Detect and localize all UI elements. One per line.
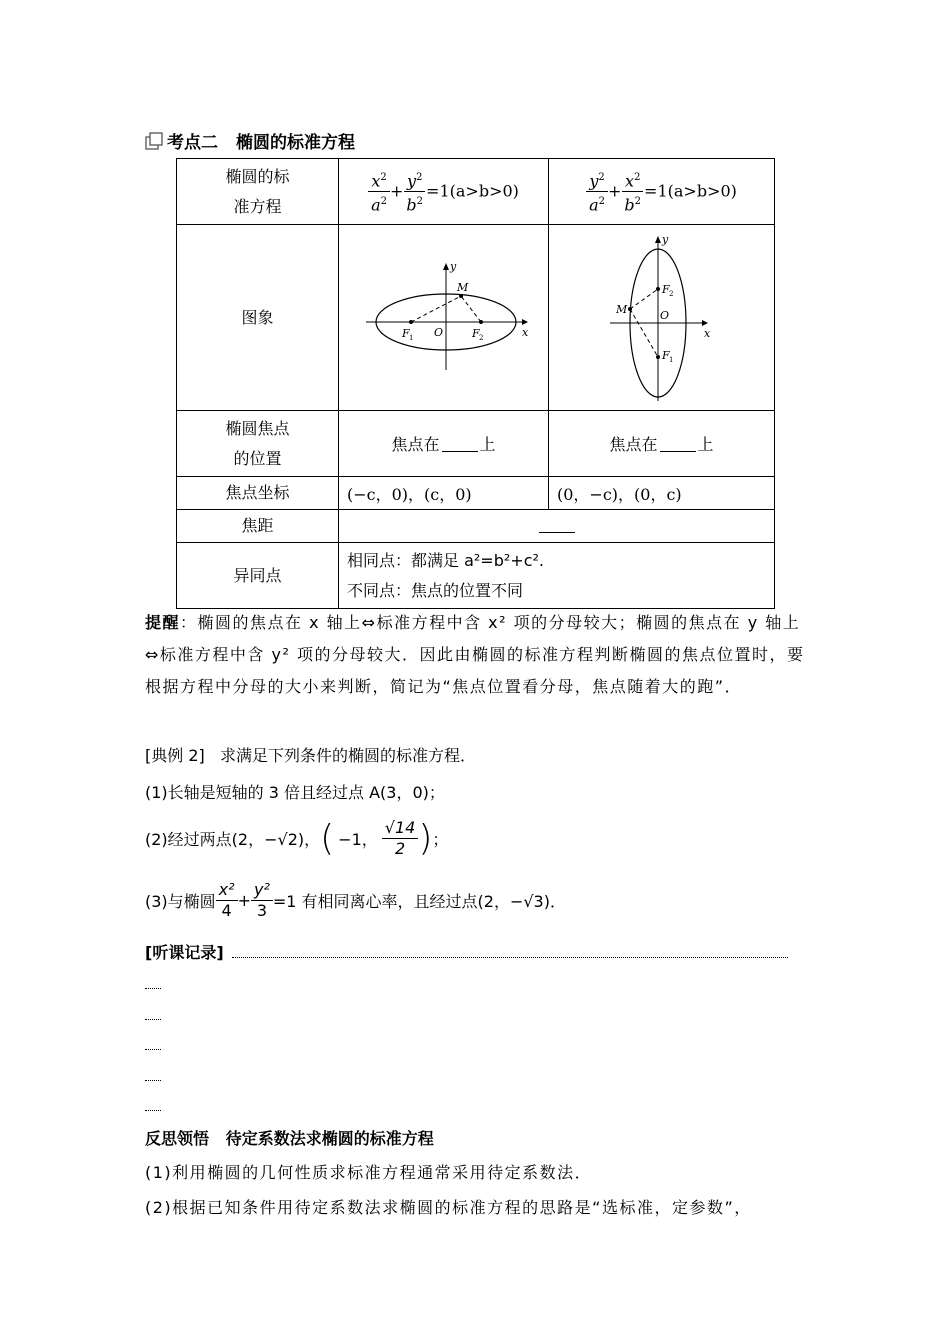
label-x: x xyxy=(703,326,710,340)
focus-position-y: 焦点在 上 xyxy=(549,411,775,477)
example-heading xyxy=(145,743,476,766)
focal-distance-blank xyxy=(339,510,775,543)
section-name: 椭圆的标准方程 xyxy=(236,133,355,153)
row-label-graph: 图象 xyxy=(177,225,339,411)
fraction: $\frac{x^2}{a^2}$ xyxy=(368,168,390,216)
row-label-diff: 异同点 xyxy=(177,543,339,609)
reflection-p2: (2)根据已知条件用待定系数法求椭圆的标准方程的思路是“选标准，定参数”， xyxy=(145,1198,752,1217)
label-M: M xyxy=(456,280,468,294)
notes-line xyxy=(145,1080,161,1081)
fraction: $\frac{y^2}{b^2}$ xyxy=(403,168,426,216)
equation-x-axis: $\frac{x^2}{a^2}$ + $\frac{y^2}{b^2}$ =1(a>b>0) xyxy=(339,159,549,225)
notes-line xyxy=(145,1049,161,1050)
notes-heading: [听课记录] xyxy=(145,943,224,962)
fraction: $\frac{√14}{2}$ xyxy=(382,818,419,859)
focus-coords-x: (−c，0)，(c，0) xyxy=(339,477,549,510)
label-sub-2: 2 xyxy=(668,289,673,298)
fill-blank xyxy=(442,450,478,452)
vertical-ellipse-figure xyxy=(602,233,722,403)
fraction: $\frac{y^2}{a^2}$ xyxy=(586,168,608,216)
same-diff-cell xyxy=(339,543,775,609)
label-F1: F xyxy=(661,348,670,362)
label-sub-1: 1 xyxy=(668,355,673,364)
row-label-equation xyxy=(177,159,339,225)
equation-y-axis: $\frac{y^2}{a^2}$ + $\frac{x^2}{b^2}$ =1(a>b>0) xyxy=(549,159,775,225)
question-3: (3)与椭圆 $\frac{\text{x²}}{4}$ + $\frac{\text{y²}}{3}$ =1 有相同离心率，且经过点(2，−√3)． xyxy=(145,880,566,920)
label-line: 准方程 xyxy=(233,196,282,216)
notes-line xyxy=(232,957,788,958)
section-square-icon xyxy=(145,132,163,150)
notes-line xyxy=(145,988,161,989)
label-F2: F xyxy=(471,326,480,340)
label-line: 椭圆的标 xyxy=(225,166,290,186)
equation-condition: =1(a>b>0) xyxy=(426,181,519,200)
horizontal-ellipse-figure xyxy=(344,258,544,378)
label-line: 椭圆焦点 xyxy=(225,418,290,438)
ellipse-standard-table xyxy=(176,158,775,609)
question-2: (2)经过两点(2，−√2)， ( −1， $\frac{√14}{2}$ ) ； xyxy=(145,817,449,859)
reminder-paragraph xyxy=(145,607,810,703)
label-sub-2: 2 xyxy=(478,333,483,342)
example-text: 求满足下列条件的椭圆的标准方程． xyxy=(220,746,477,765)
label-F1: F xyxy=(401,326,410,340)
label-y: y xyxy=(661,232,668,246)
fill-blank xyxy=(660,450,696,452)
graph-x-axis-ellipse xyxy=(339,225,549,411)
reflection-p1: (1)利用椭圆的几何性质求标准方程通常采用待定系数法． xyxy=(145,1163,593,1182)
section-number: 考点二 xyxy=(167,133,218,153)
fill-blank xyxy=(539,531,575,533)
label-sub-1: 1 xyxy=(408,333,413,342)
row-label-focal-distance: 焦距 xyxy=(177,510,339,543)
same-text: 相同点：都满足 a²=b²+c². xyxy=(347,550,544,570)
graph-y-axis-ellipse xyxy=(549,225,775,411)
label-line: 的位置 xyxy=(233,448,282,468)
question-1: (1)长轴是短轴的 3 倍且经过点 A(3，0)； xyxy=(145,783,445,802)
equation-condition: =1(a>b>0) xyxy=(644,181,737,200)
fraction: $\frac{x^2}{b^2}$ xyxy=(621,168,644,216)
section-heading xyxy=(145,128,355,153)
reminder-head: 提醒 xyxy=(145,613,181,632)
row-label-focus-position xyxy=(177,411,339,477)
reflection-heading: 反思领悟 待定系数法求椭圆的标准方程 xyxy=(145,1129,434,1148)
label-M: M xyxy=(615,302,627,316)
focus-coords-y: (0，−c)，(0，c) xyxy=(549,477,775,510)
label-y: y xyxy=(449,259,456,273)
focus-position-x: 焦点在 上 xyxy=(339,411,549,477)
fraction: $\frac{\text{x²}}{4}$ xyxy=(216,880,238,921)
label-O: O xyxy=(433,325,443,339)
label-x: x xyxy=(521,325,528,339)
label-O: O xyxy=(659,308,669,322)
reminder-text: ：椭圆的焦点在 x 轴上⇔标准方程中含 x² 项的分母较大；椭圆的焦点在 y 轴上⇔标准方程中含 y² 项的分母较大．因此由椭圆的标准方程判断椭圆的焦点位置时，要根据方程中分母的大小来判断，简记为“焦点位置看分母，焦点随着大的跑”． xyxy=(145,613,805,696)
notes-line xyxy=(145,1019,161,1020)
notes-line xyxy=(145,1110,161,1111)
diff-text: 不同点：焦点的位置不同 xyxy=(347,580,524,600)
label-F2: F xyxy=(661,282,670,296)
row-label-focus-coords: 焦点坐标 xyxy=(177,477,339,510)
example-label: [典例 2] xyxy=(145,746,205,765)
fraction: $\frac{\text{y²}}{3}$ xyxy=(251,880,273,921)
